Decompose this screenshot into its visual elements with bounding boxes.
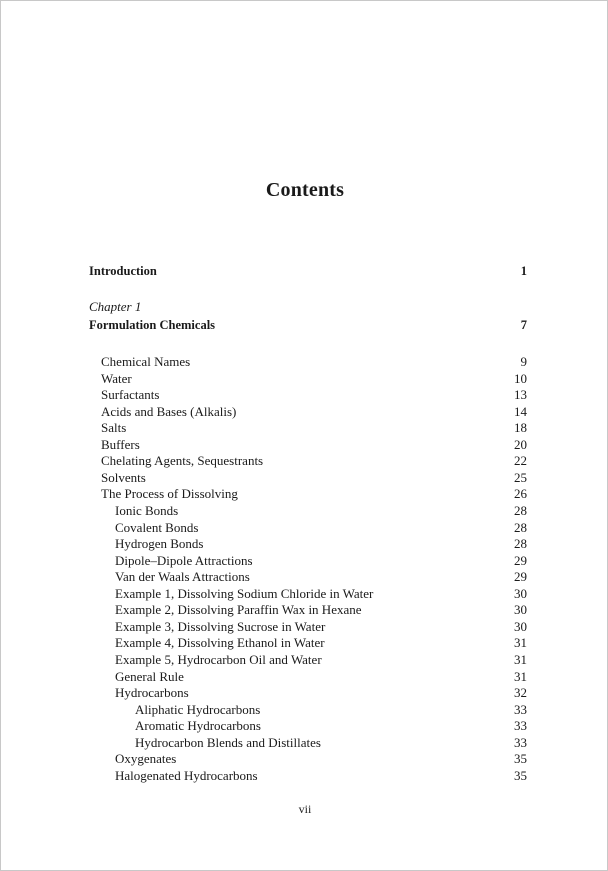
- toc-entry-label: Chelating Agents, Sequestrants: [101, 453, 264, 469]
- toc-entry-page: 10: [514, 370, 527, 386]
- toc-entry: [89, 486, 527, 502]
- toc-entry-page: 1: [520, 264, 527, 278]
- toc-entry: [89, 470, 527, 486]
- toc-entry-label: Oxygenates: [115, 751, 177, 767]
- toc-entry: [89, 685, 527, 701]
- toc-entry-label: Dipole–Dipole Attractions: [115, 552, 253, 568]
- toc-entry-page: 31: [514, 651, 527, 667]
- toc-entry-label: Hydrocarbons: [115, 685, 189, 700]
- toc-entry-label: Hydrocarbon Blends and Distillates: [135, 734, 321, 750]
- toc-entry-label: Covalent Bonds: [115, 519, 199, 535]
- toc-entry-label: Introduction: [89, 264, 157, 278]
- toc-entry-label: Hydrogen Bonds: [115, 536, 204, 551]
- toc-entry: [89, 503, 527, 519]
- toc-entry: [89, 569, 527, 585]
- toc-entry-introduction: [89, 263, 527, 279]
- toc-entry-page: 13: [514, 387, 527, 403]
- toc-entry: [89, 536, 527, 552]
- toc-entry: [89, 354, 527, 370]
- page-title: Contents: [265, 179, 345, 201]
- toc-entry-label: Buffers: [101, 436, 140, 452]
- toc-entry-label: Halogenated Hydrocarbons: [115, 767, 258, 783]
- toc-entry-label: Van der Waals Attractions: [115, 569, 250, 585]
- toc-entry-page: 32: [514, 685, 527, 700]
- toc-entry-page: 9: [520, 354, 527, 369]
- toc-entry-page: 29: [514, 569, 527, 585]
- toc-entry-page: 35: [514, 751, 527, 767]
- toc-entry: [89, 453, 527, 469]
- toc-entry-label: Example 1, Dissolving Sodium Chloride in Water: [115, 585, 374, 601]
- toc-entry-label: Example 4, Dissolving Ethanol in Water: [115, 635, 325, 651]
- toc-entry-page: 14: [514, 403, 527, 419]
- toc-entry-label: Example 2, Dissolving Paraffin Wax in Hexane: [115, 602, 362, 618]
- toc-entry-page: 30: [514, 602, 527, 618]
- toc-entry-page: 22: [514, 453, 527, 469]
- toc-entry-label: Chemical Names: [101, 354, 191, 369]
- toc-entry: [89, 553, 527, 569]
- toc-entry-label: Example 3, Dissolving Sucrose in Water: [115, 618, 326, 634]
- chapter-number: [89, 299, 527, 315]
- toc-entry-page: 30: [514, 585, 527, 601]
- toc-entry-page: 18: [514, 420, 527, 436]
- toc-entry: [89, 768, 527, 784]
- toc-entry-page: 26: [514, 486, 527, 502]
- toc-entry-chapter: [89, 317, 527, 333]
- toc-entry-page: 33: [514, 701, 527, 717]
- toc-entry-page: 28: [514, 536, 527, 551]
- toc-entry: [89, 735, 527, 751]
- toc-entry-label: Solvents: [101, 469, 146, 485]
- toc-entry-label: Aromatic Hydrocarbons: [135, 718, 261, 734]
- toc-entry: [89, 669, 527, 685]
- toc-entry: [89, 437, 527, 453]
- toc-entry-label: Water: [101, 370, 132, 386]
- chapter-page: 7: [520, 318, 527, 332]
- toc-entry: [89, 404, 527, 420]
- toc-entry: [89, 652, 527, 668]
- toc-entry: [89, 635, 527, 651]
- toc-entry-page: 33: [514, 718, 527, 734]
- toc-entry-label: Example 5, Hydrocarbon Oil and Water: [115, 651, 322, 667]
- toc-entry: [89, 387, 527, 403]
- chapter-number-label: Chapter 1: [89, 299, 142, 314]
- toc-entry-page: 20: [514, 436, 527, 452]
- toc-entry: [89, 619, 527, 635]
- toc-entry: [89, 602, 527, 618]
- toc-entry-label: Aliphatic Hydrocarbons: [135, 701, 261, 717]
- toc-entry-label: Acids and Bases (Alkalis): [101, 403, 237, 419]
- page-number: vii: [298, 802, 312, 816]
- toc-entry: [89, 702, 527, 718]
- toc-entry-page: 29: [514, 552, 527, 568]
- toc-entry-label: Surfactants: [101, 387, 160, 403]
- toc-entry-label: The Process of Dissolving: [101, 486, 238, 502]
- toc-entry: [89, 420, 527, 436]
- toc-entry: [89, 520, 527, 536]
- toc-entry-page: 31: [514, 635, 527, 651]
- toc-entry: [89, 751, 527, 767]
- toc-entry: [89, 718, 527, 734]
- toc-entry-label: General Rule: [115, 668, 184, 684]
- toc-entry: [89, 371, 527, 387]
- toc-entry-label: Salts: [101, 420, 127, 436]
- toc-entry: [89, 586, 527, 602]
- chapter-title: Formulation Chemicals: [89, 318, 216, 332]
- toc-entry-page: 30: [514, 618, 527, 634]
- toc-entry-label: Ionic Bonds: [115, 503, 179, 518]
- toc-entry-page: 28: [514, 503, 527, 518]
- toc-entry-page: 35: [514, 767, 527, 783]
- toc-entry-page: 28: [514, 519, 527, 535]
- toc-entry-page: 25: [514, 469, 527, 485]
- toc-entry-page: 33: [514, 734, 527, 750]
- toc-entry-page: 31: [514, 668, 527, 684]
